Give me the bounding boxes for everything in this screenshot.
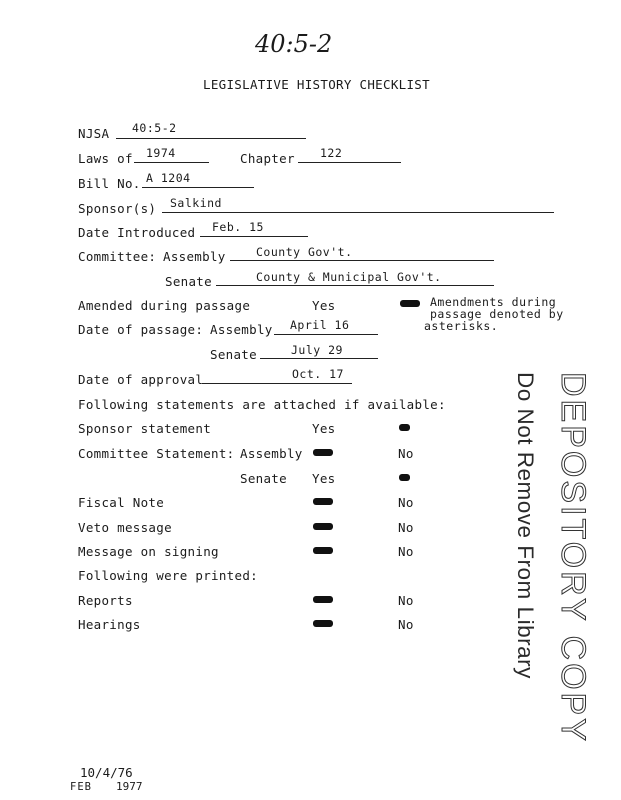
date-introduced-label: Date Introduced bbox=[78, 225, 196, 240]
date-of-approval-label: Date of approval bbox=[78, 372, 204, 387]
date-introduced-line bbox=[200, 236, 308, 237]
amended-label: Amended during passage bbox=[78, 298, 251, 313]
handwritten-code: 40:5-2 bbox=[255, 30, 333, 58]
amendments-note-line1: Amendments during bbox=[430, 295, 557, 309]
hearings-no: No bbox=[398, 617, 414, 632]
date-introduced-value: Feb. 15 bbox=[212, 220, 264, 234]
footer-received-month: FEB bbox=[70, 781, 92, 793]
committee-senate-value: County & Municipal Gov't. bbox=[256, 270, 442, 284]
amendments-note-line2: passage denoted by bbox=[430, 307, 564, 321]
bill-no-value: A 1204 bbox=[146, 171, 191, 185]
sponsors-label: Sponsor(s) bbox=[78, 201, 157, 216]
depository-stamp-line1: DEPOSITORY COPY bbox=[554, 372, 592, 744]
hearings-yes-mark bbox=[313, 620, 333, 627]
committee-senate-label: Senate bbox=[165, 274, 212, 289]
committee-senate-line bbox=[216, 285, 494, 286]
chapter-value: 122 bbox=[320, 146, 343, 160]
njsa-value: 40:5-2 bbox=[132, 121, 177, 135]
senate-statement-label: Senate bbox=[240, 471, 287, 486]
committee-label: Committee: bbox=[78, 249, 157, 264]
message-on-signing-no: No bbox=[398, 544, 414, 559]
sponsors-line bbox=[162, 212, 554, 213]
passage-assembly-value: April 16 bbox=[290, 318, 350, 332]
sponsor-statement-yes: Yes bbox=[312, 421, 336, 436]
committee-statement-yes-mark bbox=[313, 449, 333, 456]
laws-of-value: 1974 bbox=[146, 146, 176, 160]
reports-no: No bbox=[398, 593, 414, 608]
committee-assembly-line bbox=[230, 260, 494, 261]
fiscal-note-no: No bbox=[398, 495, 414, 510]
passage-senate-label: Senate bbox=[210, 347, 257, 362]
bill-no-label: Bill No. bbox=[78, 176, 141, 191]
njsa-label: NJSA bbox=[78, 126, 110, 141]
committee-assembly-label: Assembly bbox=[163, 249, 226, 264]
passage-assembly-line bbox=[274, 334, 378, 335]
footer-received-year: 1977 bbox=[116, 780, 143, 793]
laws-of-line bbox=[134, 162, 209, 163]
depository-stamp-line2: Do Not Remove From Library bbox=[513, 372, 538, 679]
senate-statement-no-mark bbox=[399, 474, 410, 481]
committee-statement-label: Committee Statement: bbox=[78, 446, 235, 461]
sponsor-statement-label: Sponsor statement bbox=[78, 421, 212, 436]
reports-label: Reports bbox=[78, 593, 133, 608]
veto-message-yes-mark bbox=[313, 523, 333, 530]
veto-message-no: No bbox=[398, 520, 414, 535]
committee-statement-assembly: Assembly bbox=[240, 446, 303, 461]
message-on-signing-label: Message on signing bbox=[78, 544, 219, 559]
bill-no-line bbox=[142, 187, 254, 188]
sponsor-statement-no-mark bbox=[399, 424, 410, 431]
fiscal-note-label: Fiscal Note bbox=[78, 495, 165, 510]
chapter-label: Chapter bbox=[240, 151, 295, 166]
committee-statement-no: No bbox=[398, 446, 414, 461]
sponsors-value: Salkind bbox=[170, 196, 222, 210]
njsa-line bbox=[116, 138, 306, 139]
statements-heading: Following statements are attached if available: bbox=[78, 397, 446, 412]
printed-heading: Following were printed: bbox=[78, 568, 258, 583]
laws-of-label: Laws of bbox=[78, 151, 133, 166]
message-on-signing-yes-mark bbox=[313, 547, 333, 554]
committee-assembly-value: County Gov't. bbox=[256, 245, 353, 259]
amended-mark bbox=[400, 300, 420, 307]
hearings-label: Hearings bbox=[78, 617, 141, 632]
page-title: LEGISLATIVE HISTORY CHECKLIST bbox=[203, 77, 430, 92]
date-of-passage-label: Date of passage: bbox=[78, 322, 204, 337]
veto-message-label: Veto message bbox=[78, 520, 172, 535]
amendments-note-line3: asterisks. bbox=[424, 319, 499, 333]
amended-value: Yes bbox=[312, 298, 336, 313]
passage-senate-value: July 29 bbox=[291, 343, 343, 357]
reports-yes-mark bbox=[313, 596, 333, 603]
chapter-line bbox=[298, 162, 401, 163]
date-of-approval-value: Oct. 17 bbox=[292, 367, 344, 381]
passage-assembly-label: Assembly bbox=[210, 322, 273, 337]
passage-senate-line bbox=[260, 358, 378, 359]
fiscal-note-yes-mark bbox=[313, 498, 333, 505]
footer-date: 10/4/76 bbox=[80, 765, 133, 780]
date-of-approval-line bbox=[202, 383, 352, 384]
senate-statement-yes: Yes bbox=[312, 471, 336, 486]
